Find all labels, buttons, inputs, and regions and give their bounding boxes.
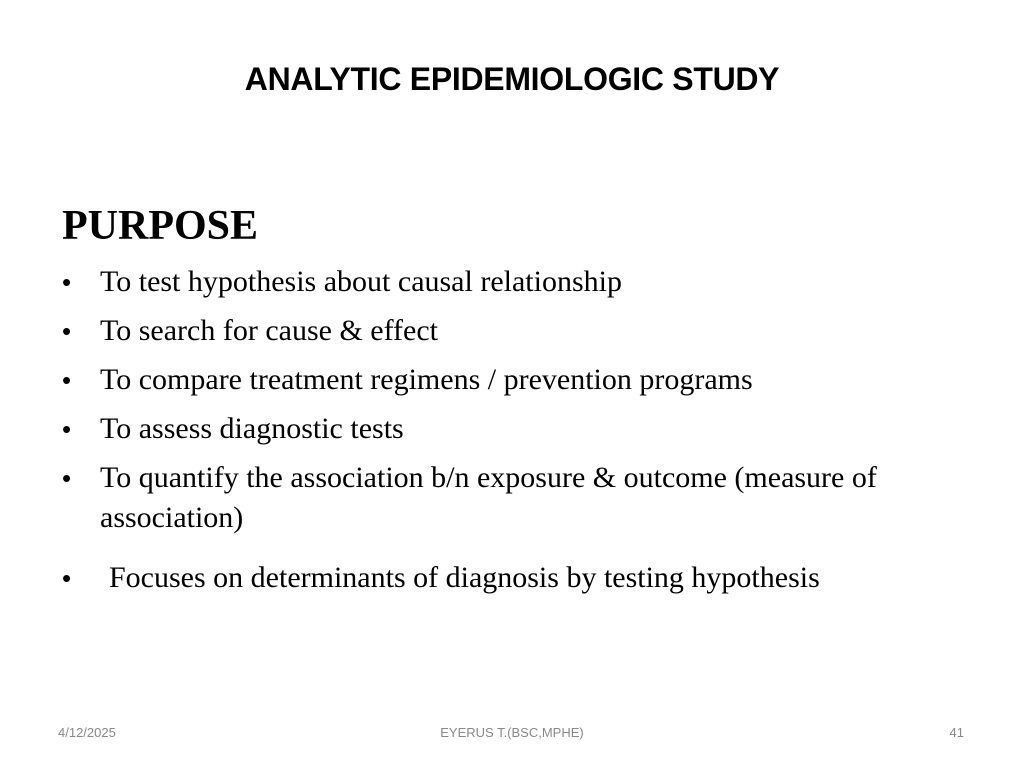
bullet-text: Focuses on determinants of diagnosis by testing hypothesis xyxy=(109,561,820,594)
bullet-marker: • xyxy=(62,563,72,593)
bullet-list xyxy=(62,262,962,607)
bullet-item xyxy=(62,458,962,538)
bullet-item xyxy=(62,409,962,449)
bullet-marker: • xyxy=(62,463,72,493)
bullet-text: To quantify the association b/n exposure & outcome (measure of association) xyxy=(100,461,877,534)
bullet-item xyxy=(62,360,962,400)
bullet-text: To compare treatment regimens / prevention programs xyxy=(100,363,753,396)
bullet-item-focus xyxy=(62,558,962,598)
footer-author: EYERUS T.(BSC,MPHE) xyxy=(440,725,584,740)
bullet-marker: • xyxy=(62,414,72,444)
footer-date: 4/12/2025 xyxy=(58,725,116,740)
slide-number: 41 xyxy=(949,725,964,740)
bullet-item xyxy=(62,311,962,351)
section-heading: PURPOSE xyxy=(62,203,259,249)
bullet-text: To test hypothesis about causal relationship xyxy=(100,265,622,298)
slide-title: ANALYTIC EPIDEMIOLOGIC STUDY xyxy=(244,61,780,97)
bullet-item xyxy=(62,262,962,302)
bullet-text: To assess diagnostic tests xyxy=(100,412,404,445)
bullet-marker: • xyxy=(62,316,72,346)
bullet-marker: • xyxy=(62,365,72,395)
bullet-marker: • xyxy=(62,267,72,297)
bullet-text: To search for cause & effect xyxy=(100,314,438,347)
